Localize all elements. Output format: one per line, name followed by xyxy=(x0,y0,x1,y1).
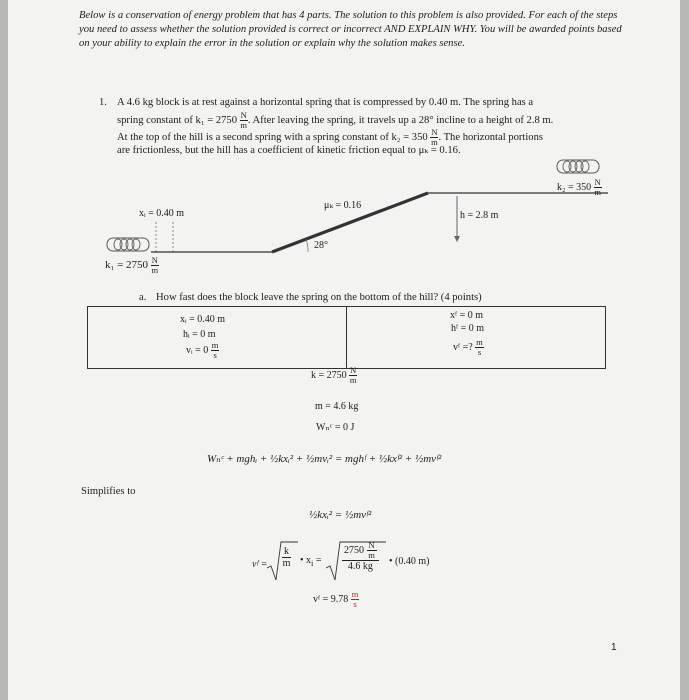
instructions-paragraph: Below is a conservation of energy problem that has 4 parts. The solution to this problem is also provided. For each of the steps you need to assess whether the solution provided is correct or incorrect AND EXPLAIN WHY. You will be awarded points based on your ability to explain the error in the solution or explain why the solution makes sense. xyxy=(79,10,622,49)
given-m: m = 4.6 kg xyxy=(315,401,359,412)
given-k: k = 2750 $\frac{N}{m}$ xyxy=(311,365,357,385)
simplified-equation: ½kxᵢ² = ½mvᶠ² xyxy=(309,509,372,521)
distance-term: • (0.40 m) xyxy=(389,556,430,567)
problem-line-2: spring constant of k₁ = 2750 $\frac{N}{m}$ . After leaving the spring, it travels up a 28° incline to a height of 2.8 m. xyxy=(117,110,554,130)
given-wnc: Wₙᶜ = 0 J xyxy=(316,422,355,433)
vf-label: vᶠ = xyxy=(252,559,268,570)
height-label: h = 2.8 m xyxy=(460,210,499,221)
value-fraction: 2750 $\frac{N}{m}$ 4.6 kg xyxy=(342,541,379,572)
simplifies-label: Simplifies to xyxy=(81,486,136,497)
xi-label: xᵢ = 0.40 m xyxy=(139,208,185,219)
table-left-xi: xᵢ = 0.40 m xyxy=(180,314,226,325)
k-over-m-fraction: $\frac{k}{m}$ xyxy=(282,546,291,569)
problem-line-4: are frictionless, but the hill has a coefficient of kinetic friction equal to μₖ = 0.16. xyxy=(117,145,461,156)
angle-arc xyxy=(306,239,308,252)
angle-label: 28° xyxy=(314,240,328,251)
part-a-question: How fast does the block leave the spring on the bottom of the hill? (4 points) xyxy=(156,292,482,303)
known-values-table xyxy=(87,306,606,369)
mu-label: μₖ = 0.16 xyxy=(324,200,362,211)
k2-label: k₂ = 350 $\frac{N}{m}$ xyxy=(557,177,602,197)
table-right-hf: hᶠ = 0 m xyxy=(451,323,485,334)
spring-2-icon xyxy=(557,160,599,173)
table-right-xf: xᶠ = 0 m xyxy=(450,310,484,321)
worksheet-page xyxy=(8,0,680,700)
energy-equation: Wₙᶜ + mghᵢ + ½kxᵢ² + ½mvᵢ² = mghᶠ + ½kxᶠ² + ½mvᶠ² xyxy=(207,453,442,465)
part-a-label: a. xyxy=(139,292,147,303)
k1-label: k₁ = 2750 $\frac{N}{m}$ xyxy=(105,255,159,275)
table-left-hi: hᵢ = 0 m xyxy=(183,329,216,340)
problem-number: 1. xyxy=(99,97,107,108)
page-number: 1 xyxy=(611,642,617,653)
table-left-vi: vᵢ = 0 $\frac{m}{s}$ xyxy=(186,340,219,360)
table-right-vf: vᶠ =? $\frac{m}{s}$ xyxy=(453,337,483,357)
velocity-result: vᶠ = 9.78 $\frac{m}{s}$ xyxy=(313,589,359,609)
spring-1-icon xyxy=(107,238,149,251)
times-xi: • $x_i$ = xyxy=(300,555,322,568)
problem-line-1: A 4.6 kg block is at rest against a horizontal spring that is compressed by 0.40 m. The spring has a xyxy=(117,97,534,108)
problem-line-3: At the top of the hill is a second spring with a spring constant of k₂ = 350 $\frac{N}{m}$ . The horizontal portions xyxy=(117,127,544,147)
